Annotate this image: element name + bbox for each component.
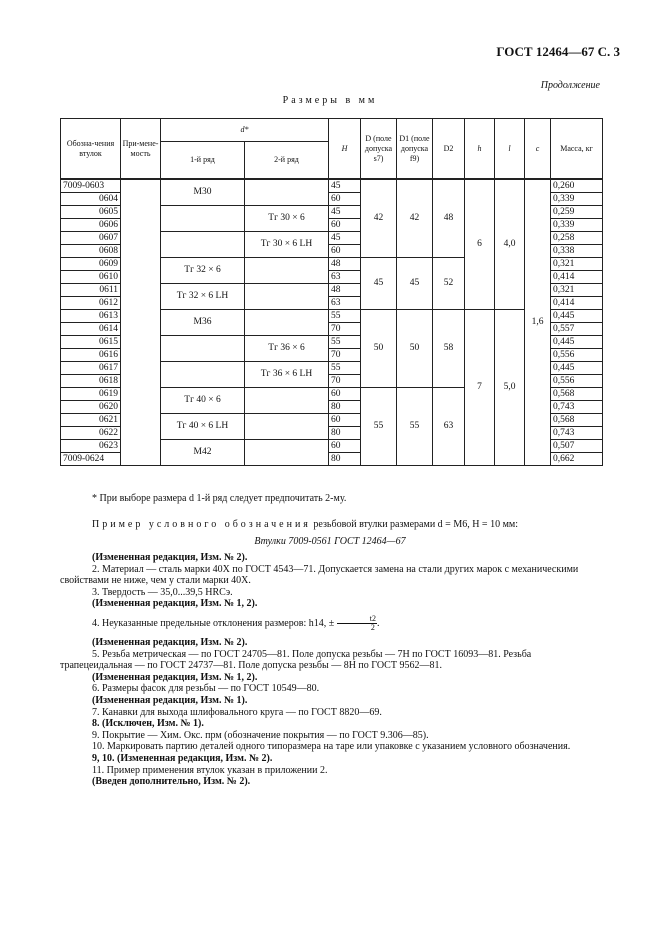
cell-H: 80: [329, 453, 361, 466]
header-mass: Масса, кг: [551, 119, 603, 180]
cell-H: 63: [329, 271, 361, 284]
cell-D: 42: [361, 179, 397, 258]
note-amendment: (Измененная редакция, Изм. № 2).: [92, 636, 248, 648]
cell-H: 70: [329, 375, 361, 388]
cell-thread-row1: [161, 206, 245, 232]
note-material: 2. Материал — сталь марки 40Х по ГОСТ 4543—71. Допускается замена на стали других марок с механическими свойствами не ниже, чем у стали марки 40Х.: [60, 563, 579, 587]
cell-designation: 0620: [61, 401, 121, 414]
designation-example: [92, 519, 602, 530]
cell-mass: 0,338: [551, 245, 603, 258]
cell-l: 4,0: [495, 179, 525, 310]
cell-mass: 0,568: [551, 388, 603, 401]
example-text: резьбовой втулки размерами d = M6, H = 10 мм:: [310, 519, 519, 530]
cell-thread-row1: M36: [161, 310, 245, 336]
note-amendment: (Измененная редакция, Изм. № 1).: [92, 694, 248, 706]
page-header: ГОСТ 12464—67 С. 3: [496, 44, 620, 59]
cell-mass: 0,445: [551, 310, 603, 323]
header-D2: D2: [433, 119, 465, 180]
cell-designation: 0621: [61, 414, 121, 427]
fraction-denominator: 2: [370, 622, 375, 632]
cell-l: 5,0: [495, 310, 525, 466]
header-designation: Обозна-чения втулок: [61, 119, 121, 180]
cell-designation: 7009-0624: [61, 453, 121, 466]
cell-application: [121, 179, 161, 466]
cell-H: 63: [329, 297, 361, 310]
cell-thread-row1: Тг 32 × 6 LH: [161, 284, 245, 310]
cell-H: 60: [329, 245, 361, 258]
cell-mass: 0,743: [551, 401, 603, 414]
example-mark: Втулки 7009-0561 ГОСТ 12464—67: [254, 536, 406, 547]
cell-mass: 0,260: [551, 179, 603, 193]
cell-mass: 0,556: [551, 349, 603, 362]
dimensions-table: [60, 118, 603, 466]
cell-designation: 0617: [61, 362, 121, 375]
cell-thread-row2: [245, 414, 329, 440]
cell-designation: 0614: [61, 323, 121, 336]
cell-D1: 42: [397, 179, 433, 258]
note-chamfers: 6. Размеры фасок для резьбы — по ГОСТ 10549—80.: [92, 683, 320, 695]
cell-H: 48: [329, 284, 361, 297]
note-marking: 10. Маркировать партию деталей одного типоразмера на таре или упаковке с указанием условного обозначения.: [92, 741, 571, 753]
table-footnote: * При выборе размера d 1-й ряд следует предпочитать 2-му.: [92, 493, 347, 504]
cell-mass: 0,557: [551, 323, 603, 336]
cell-mass: 0,414: [551, 297, 603, 310]
cell-mass: 0,445: [551, 336, 603, 349]
cell-H: 70: [329, 323, 361, 336]
cell-thread-row1: Тг 40 × 6 LH: [161, 414, 245, 440]
note-amendment: 9, 10. (Измененная редакция, Изм. № 2).: [92, 752, 273, 764]
cell-H: 60: [329, 388, 361, 401]
cell-thread-row2: Тг 30 × 6: [245, 206, 329, 232]
cell-D: 50: [361, 310, 397, 388]
note-amendment: (Измененная редакция, Изм. № 1, 2).: [92, 671, 258, 683]
cell-designation: 0610: [61, 271, 121, 284]
cell-designation: 7009-0603: [61, 179, 121, 193]
cell-thread-row2: Тг 30 × 6 LH: [245, 232, 329, 258]
cell-designation: 0622: [61, 427, 121, 440]
header-row2: 2-й ряд: [245, 142, 329, 180]
cell-thread-row1: [161, 336, 245, 362]
note-coating: 9. Покрытие — Хим. Окс. прм (обозначение покрытия — по ГОСТ 9.306—85).: [92, 729, 429, 741]
cell-mass: 0,414: [551, 271, 603, 284]
header-d: d*: [161, 119, 329, 142]
cell-D2: 63: [433, 388, 465, 466]
cell-designation: 0608: [61, 245, 121, 258]
fraction-numerator: t2: [337, 615, 377, 624]
cell-H: 60: [329, 219, 361, 232]
note-excluded: 8. (Исключен, Изм. № 1).: [92, 718, 204, 730]
cell-H: 60: [329, 414, 361, 427]
cell-H: 45: [329, 232, 361, 245]
cell-H: 60: [329, 440, 361, 453]
cell-designation: 0611: [61, 284, 121, 297]
cell-h: 7: [465, 310, 495, 466]
cell-designation: 0616: [61, 349, 121, 362]
header-l: l: [495, 119, 525, 180]
cell-H: 48: [329, 258, 361, 271]
cell-mass: 0,662: [551, 453, 603, 466]
cell-designation: 0612: [61, 297, 121, 310]
cell-thread-row2: [245, 310, 329, 336]
cell-thread-row2: Тг 36 × 6 LH: [245, 362, 329, 388]
cell-thread-row1: Тг 32 × 6: [161, 258, 245, 284]
header-c: c: [525, 119, 551, 180]
cell-designation: 0606: [61, 219, 121, 232]
note-amendment: (Измененная редакция, Изм. № 2).: [92, 552, 248, 563]
cell-mass: 0,258: [551, 232, 603, 245]
cell-H: 55: [329, 362, 361, 375]
cell-mass: 0,321: [551, 258, 603, 271]
note-hardness: 3. Твердость — 35,0...39,5 HRCэ.: [92, 586, 233, 598]
cell-H: 55: [329, 310, 361, 323]
cell-mass: 0,568: [551, 414, 603, 427]
cell-H: 55: [329, 336, 361, 349]
notes-section: [60, 552, 604, 788]
note-amendment: (Измененная редакция, Изм. № 1, 2).: [92, 598, 258, 610]
cell-mass: 0,259: [551, 206, 603, 219]
cell-designation: 0604: [61, 193, 121, 206]
cell-c: 1,6: [525, 179, 551, 466]
note-tolerances-end: .: [376, 617, 380, 629]
cell-thread-row2: Тг 36 × 6: [245, 336, 329, 362]
cell-D2: 52: [433, 258, 465, 310]
cell-designation: 0613: [61, 310, 121, 323]
cell-thread-row1: M30: [161, 179, 245, 206]
header-application: При-мене-мость: [121, 119, 161, 180]
continued-label: Продолжение: [540, 80, 600, 91]
header-D1: D1 (поле допуска f9): [397, 119, 433, 180]
note-grooves: 7. Канавки для выхода шлифовального круга — по ГОСТ 8820—69.: [92, 706, 382, 718]
cell-H: 45: [329, 206, 361, 219]
cell-designation: 0623: [61, 440, 121, 453]
cell-mass: 0,339: [551, 219, 603, 232]
note-application-example: 11. Пример применения втулок указан в приложении 2.: [92, 764, 328, 776]
cell-D1: 45: [397, 258, 433, 310]
cell-thread-row2: [245, 258, 329, 284]
cell-H: 80: [329, 401, 361, 414]
cell-H: 60: [329, 193, 361, 206]
cell-designation: 0609: [61, 258, 121, 271]
cell-designation: 0607: [61, 232, 121, 245]
cell-designation: 0619: [61, 388, 121, 401]
cell-thread-row1: M42: [161, 440, 245, 466]
cell-thread-row1: Тг 40 × 6: [161, 388, 245, 414]
header-row1: 1-й ряд: [161, 142, 245, 180]
cell-D: 45: [361, 258, 397, 310]
example-lead: Пример условного обозначения: [92, 519, 311, 530]
cell-designation: 0605: [61, 206, 121, 219]
cell-mass: 0,321: [551, 284, 603, 297]
cell-thread-row2: [245, 388, 329, 414]
note-introduced: (Введен дополнительно, Изм. № 2).: [92, 776, 251, 788]
cell-H: 70: [329, 349, 361, 362]
note-tolerances-text: 4. Неуказанные предельные отклонения размеров: h14, ±: [92, 617, 335, 629]
cell-thread-row2: [245, 179, 329, 206]
header-D: D (поле допуска s7): [361, 119, 397, 180]
cell-mass: 0,743: [551, 427, 603, 440]
cell-thread-row1: [161, 362, 245, 388]
cell-thread-row1: [161, 232, 245, 258]
cell-thread-row2: [245, 284, 329, 310]
table-caption: Размеры в мм: [282, 95, 378, 106]
cell-thread-row2: [245, 440, 329, 466]
header-H: H: [329, 119, 361, 180]
cell-mass: 0,339: [551, 193, 603, 206]
cell-D1: 55: [397, 388, 433, 466]
cell-D2: 48: [433, 179, 465, 258]
cell-D: 55: [361, 388, 397, 466]
cell-mass: 0,445: [551, 362, 603, 375]
cell-mass: 0,556: [551, 375, 603, 388]
header-h: h: [465, 119, 495, 180]
fraction: [337, 615, 377, 632]
cell-designation: 0618: [61, 375, 121, 388]
cell-H: 80: [329, 427, 361, 440]
cell-h: 6: [465, 179, 495, 310]
note-tolerances: [60, 615, 604, 632]
cell-designation: 0615: [61, 336, 121, 349]
cell-H: 45: [329, 179, 361, 193]
note-thread: 5. Резьба метрическая — по ГОСТ 24705—81. Поле допуска резьбы — 7Н по ГОСТ 16093—81. Резьба трапецеидальная — по ГОСТ 24737—81. Поле допуска резьбы — 8Н по ГОСТ 9562—81.: [60, 648, 532, 672]
cell-D1: 50: [397, 310, 433, 388]
cell-mass: 0,507: [551, 440, 603, 453]
cell-D2: 58: [433, 310, 465, 388]
